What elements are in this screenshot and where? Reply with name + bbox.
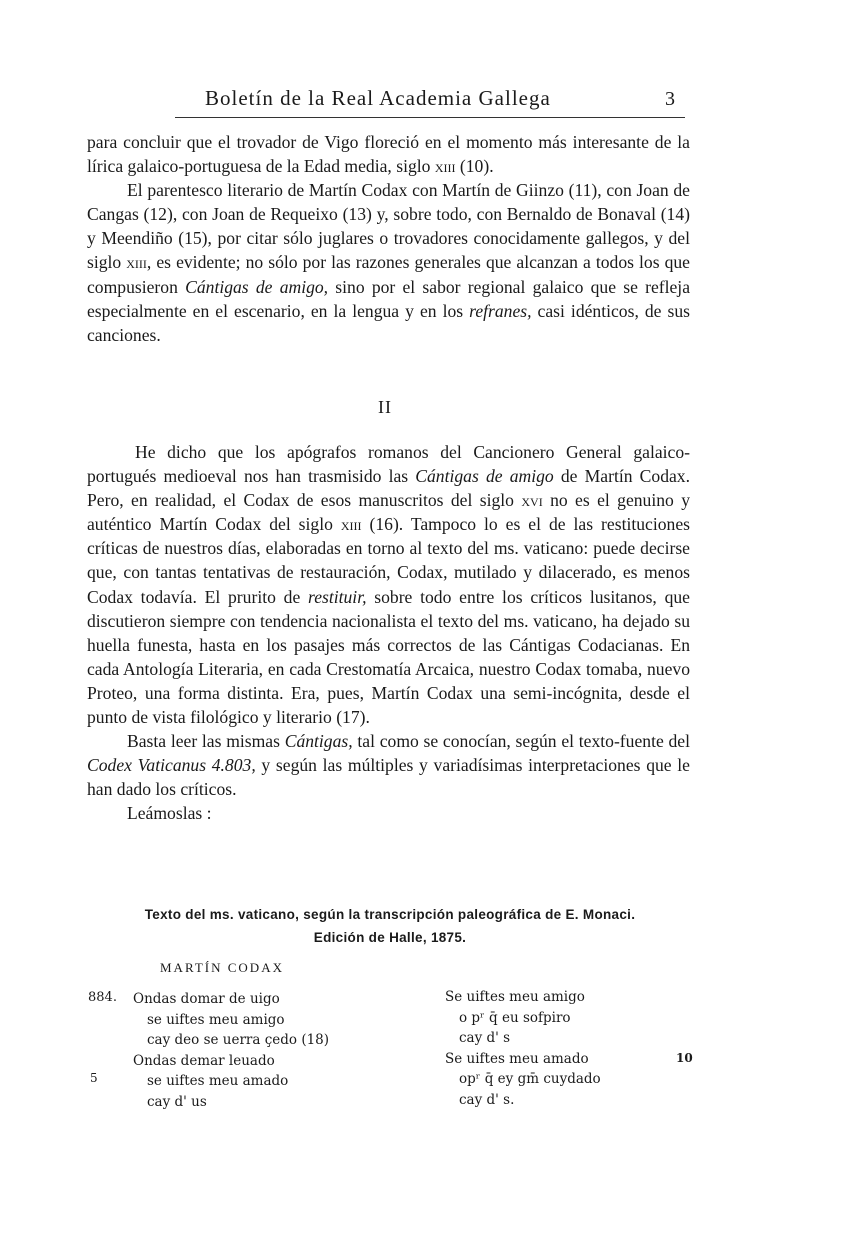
- paragraph-4: [87, 729, 690, 801]
- poem-author: MARTÍN CODAX: [160, 960, 284, 975]
- section-1-text: [87, 130, 690, 347]
- century-numeral: xiii: [434, 156, 456, 177]
- text-run: y según las múltiples y variadísimas interpretaciones que le han dado los críticos.: [87, 755, 690, 800]
- text-run: sino por el sabor regional galaico que se refleja especialmente en el escenario, en la lengua y en los: [87, 276, 691, 321]
- poem-left-column: [133, 989, 329, 1112]
- section-heading: II: [378, 397, 392, 417]
- text-run: para concluir que el trovador de Vigo floreció en el momento más interesante de la lírica galaico-portuguesa de la Edad media, siglo: [87, 132, 690, 177]
- italic-term: Cántigas,: [284, 731, 353, 752]
- poem-line: se uiftes meu amado: [147, 1073, 289, 1089]
- line-marker-5: 5: [90, 1071, 98, 1085]
- text-run: El parentesco literario de Martín Codax con Martín de Giinzo (11), con Joan de Cangas (12), con Joan de Requeixo (13) y, sobre todo, con Bernaldo de Bonaval (14) y Meendiño (15), por citar sólo juglares o trovadores conocidamente gallegos, y del siglo: [87, 180, 690, 273]
- italic-term: Cántigas de amigo,: [185, 276, 329, 297]
- century-numeral: xvi: [521, 490, 543, 511]
- poem-right-column: [445, 987, 601, 1110]
- line-marker-10: 10: [676, 1051, 693, 1065]
- poem-line: Ondas demar leuado: [133, 1052, 275, 1069]
- poem-line: o pʳ q̄ eu sofpiro: [459, 1009, 571, 1026]
- century-numeral: xiii: [340, 514, 362, 535]
- caption-line-1: Texto del ms. vaticano, según la transcripción paleográfica de E. Monaci.: [144, 907, 636, 922]
- italic-term: Cántigas de amigo: [415, 466, 554, 487]
- poem-line: cay d' s.: [459, 1091, 515, 1108]
- text-run: (10).: [455, 156, 494, 177]
- poem-line: opʳ q̄ ey gm̄ cuydado: [459, 1071, 601, 1087]
- poem-line: Ondas domar de uigo: [133, 991, 280, 1007]
- paragraph-1: [87, 130, 690, 178]
- poem-line: cay d' us: [147, 1093, 207, 1110]
- paragraph-3: [87, 440, 690, 729]
- section-2-text: [87, 440, 690, 826]
- poem-line: Se uiftes meu amigo: [445, 989, 585, 1005]
- paragraph-5: Leámoslas :: [127, 803, 212, 824]
- page-number: 3: [665, 88, 675, 110]
- text-run: Basta leer las mismas: [127, 731, 285, 752]
- text-run: de Martín Codax. Pero, en realidad, el Codax de esos manuscritos del siglo: [87, 466, 690, 511]
- poem-line: cay deo se uerra çedo (18): [147, 1032, 330, 1048]
- italic-term: Codex Vaticanus 4.803,: [87, 755, 256, 776]
- text-run: casi idénticos, de sus canciones.: [87, 300, 690, 345]
- poem-line: cay d' s: [459, 1030, 511, 1046]
- poem-line: se uiftes meu amigo: [147, 1011, 285, 1028]
- text-run: tal como se conocían, según el texto-fuente del: [352, 731, 690, 752]
- text-run: no es el genuino y auténtico Martín Codax del siglo: [87, 490, 691, 535]
- cantiga-number: 884.: [88, 990, 117, 1005]
- text-run: He dicho que los apógrafos romanos del Cancionero General galaico-portugués medioeval nos han trasmisido las: [87, 442, 690, 487]
- italic-term: restituir,: [308, 586, 367, 607]
- journal-title: Boletín de la Real Academia Gallega: [205, 86, 551, 110]
- poem-line: Se uiftes meu amado: [445, 1050, 589, 1067]
- text-run: sobre todo entre los críticos lusitanos, que discutieron siempre con tendencia nacionalista el texto del ms. vaticano, ha dejado su huella funesta, hasta en los pasajes más correctos de las Cántigas Codacianas. En cada Antología Literaria, en cada Crestomatía Arcaica, nuestro Codax tomaba, nuevo Proteo, una forma distinta. Era, pues, Martín Codax una semi-incógnita, desde el punto de vista filológico y literario (17).: [87, 586, 690, 728]
- caption-line-2: Edición de Halle, 1875.: [313, 930, 467, 945]
- paragraph-2: [87, 178, 690, 347]
- text-run: (16). Tampoco lo es el de las restituciones críticas de nuestros días, elaboradas en torno al texto del ms. vaticano: puede decirse que, con tantas tentativas de restauración, Codax, mutilado y dilacerado, es menos Codax todavía. El prurito de: [87, 514, 690, 607]
- transcription-caption: [90, 903, 690, 949]
- header-rule: [175, 117, 685, 118]
- century-numeral: xiii: [126, 252, 147, 273]
- running-header: [205, 86, 675, 116]
- text-run: , es evidente; no sólo por las razones generales que alcanzan a todos los que compusieron: [87, 252, 690, 297]
- italic-term: refranes,: [469, 300, 532, 321]
